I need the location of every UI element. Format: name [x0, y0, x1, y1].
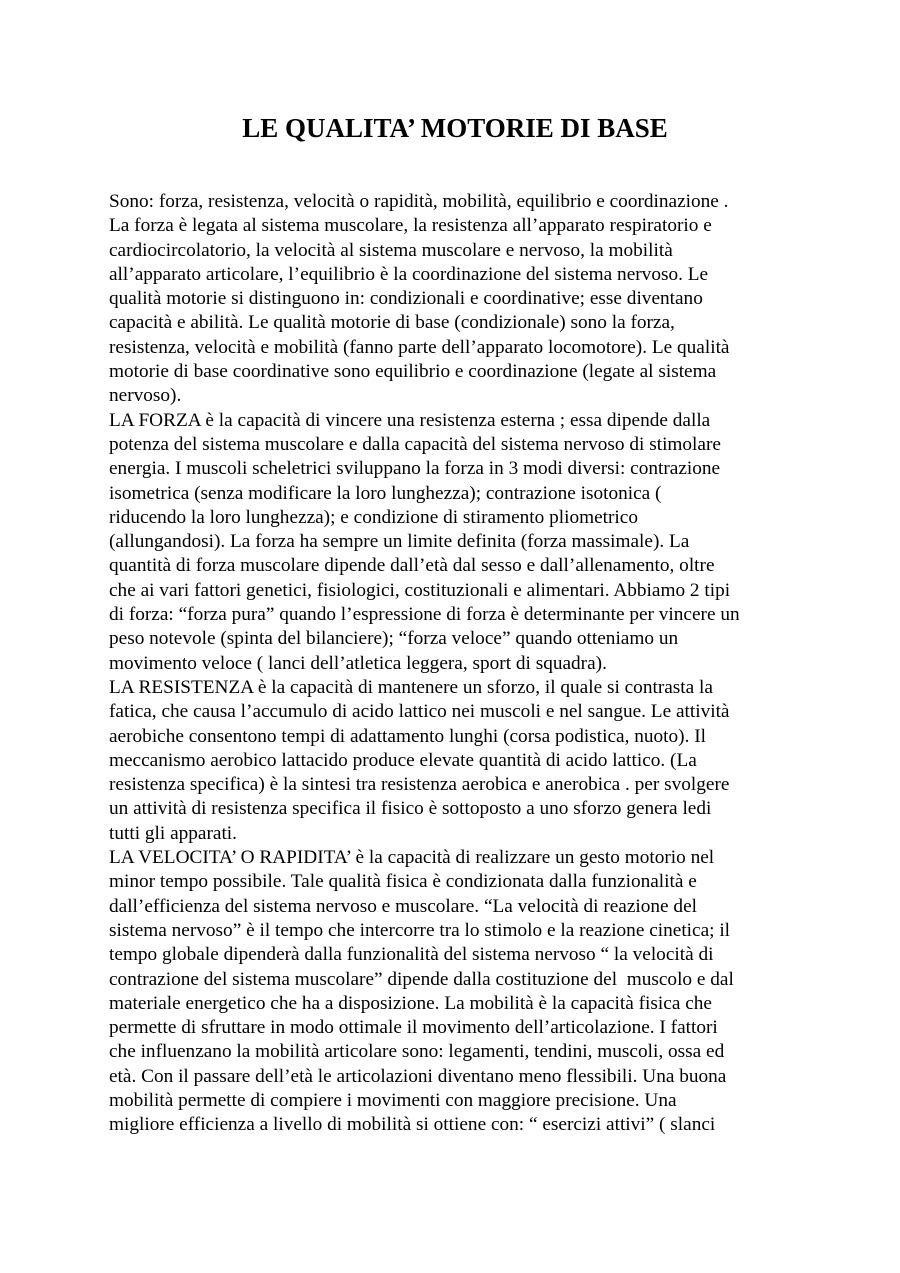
text-line: isometrica (senza modificare la loro lunghezza); contrazione isotonica (: [109, 482, 662, 504]
text-line: meccanismo aerobico lattacido produce elevate quantità di acido lattico. (La: [109, 749, 697, 771]
text-line: qualità motorie si distinguono in: condizionali e coordinative; esse diventano: [109, 288, 703, 310]
text-line: riducendo la loro lunghezza); e condizione di stiramento pliometrico: [109, 506, 638, 528]
document-body: [109, 190, 819, 1138]
text-line: dall’efficienza del sistema nervoso e muscolare. “La velocità di reazione del: [109, 895, 697, 917]
text-line: tutti gli apparati.: [109, 822, 237, 844]
text-line: sistema nervoso” è il tempo che intercorre tra lo stimolo e la reazione cinetica; il: [109, 919, 731, 941]
text-line: minor tempo possibile. Tale qualità fisica è condizionata dalla funzionalità e: [109, 871, 697, 893]
text-line: un attività di resistenza specifica il fisico è sottoposto a uno sforzo genera ledi: [109, 798, 712, 820]
text-line: resistenza, velocità e mobilità (fanno parte dell’apparato locomotore). Le qualità: [109, 336, 730, 358]
text-line: fatica, che causa l’accumulo di acido lattico nei muscoli e nel sangue. Le attività: [109, 701, 730, 723]
text-line: peso notevole (spinta del bilanciere); “forza veloce” quando otteniamo un: [109, 628, 679, 650]
text-line: movimento veloce ( lanci dell’atletica leggera, sport di squadra).: [109, 652, 607, 674]
text-line: LA VELOCITA’ O RAPIDITA’ è la capacità di realizzare un gesto motorio nel: [109, 847, 715, 869]
text-line: contrazione del sistema muscolare” dipende dalla costituzione del muscolo e dal: [109, 968, 734, 990]
text-line: tempo globale dipenderà dalla funzionalità del sistema nervoso “ la velocità di: [109, 944, 714, 966]
text-line: all’apparato articolare, l’equilibrio è la coordinazione del sistema nervoso. Le: [109, 263, 709, 285]
text-line: cardiocircolatorio, la velocità al sistema muscolare e nervoso, la mobilità: [109, 239, 673, 261]
text-line: Sono: forza, resistenza, velocità o rapidità, mobilità, equilibrio e coordinazione .: [109, 191, 729, 212]
text-line: materiale energetico che ha a disposizione. La mobilità è la capacità fisica che: [109, 992, 712, 1014]
text-line: (allungandosi). La forza ha sempre un limite definita (forza massimale). La: [109, 531, 690, 553]
text-line: LA FORZA è la capacità di vincere una resistenza esterna ; essa dipende dalla: [109, 409, 711, 431]
text-line: migliore efficienza a livello di mobilità si ottiene con: “ esercizi attivi” ( slanci: [109, 1114, 716, 1136]
text-line: LA RESISTENZA è la capacità di mantenere un sforzo, il quale si contrasta la: [109, 676, 713, 698]
text-line: resistenza specifica) è la sintesi tra resistenza aerobica e anerobica . per svolgere: [109, 774, 730, 796]
text-line: età. Con il passare dell’età le articolazioni diventano meno flessibili. Una buona: [109, 1065, 727, 1087]
text-line: di forza: “forza pura” quando l’espressione di forza è determinante per vincere un: [109, 604, 740, 626]
document-title: LE QUALITA’ MOTORIE DI BASE: [242, 113, 668, 143]
text-line: motorie di base coordinative sono equilibrio e coordinazione (legate al sistema: [109, 361, 717, 383]
text-line: aerobiche consentono tempi di adattamento lunghi (corsa podistica, nuoto). Il: [109, 725, 707, 747]
text-line: potenza del sistema muscolare e dalla capacità del sistema nervoso di stimolare: [109, 433, 721, 455]
text-line: capacità e abilità. Le qualità motorie di base (condizionale) sono la forza,: [109, 312, 675, 334]
text-line: permette di sfruttare in modo ottimale il movimento dell’articolazione. I fattori: [109, 1017, 718, 1039]
text-line: energia. I muscoli scheletrici sviluppano la forza in 3 modi diversi: contrazione: [109, 458, 721, 480]
text-line: mobilità permette di compiere i movimenti con maggiore precisione. Una: [109, 1089, 677, 1111]
text-line: quantità di forza muscolare dipende dall’età dal sesso e dall’allenamento, oltre: [109, 555, 715, 577]
text-line: nervoso).: [109, 385, 182, 407]
text-line: che ai vari fattori genetici, fisiologici, costituzionali e alimentari. Abbiamo 2 tipi: [109, 579, 731, 601]
text-line: La forza è legata al sistema muscolare, la resistenza all’apparato respiratorio e: [109, 215, 712, 237]
text-line: che influenzano la mobilità articolare sono: legamenti, tendini, muscoli, ossa ed: [109, 1041, 725, 1063]
